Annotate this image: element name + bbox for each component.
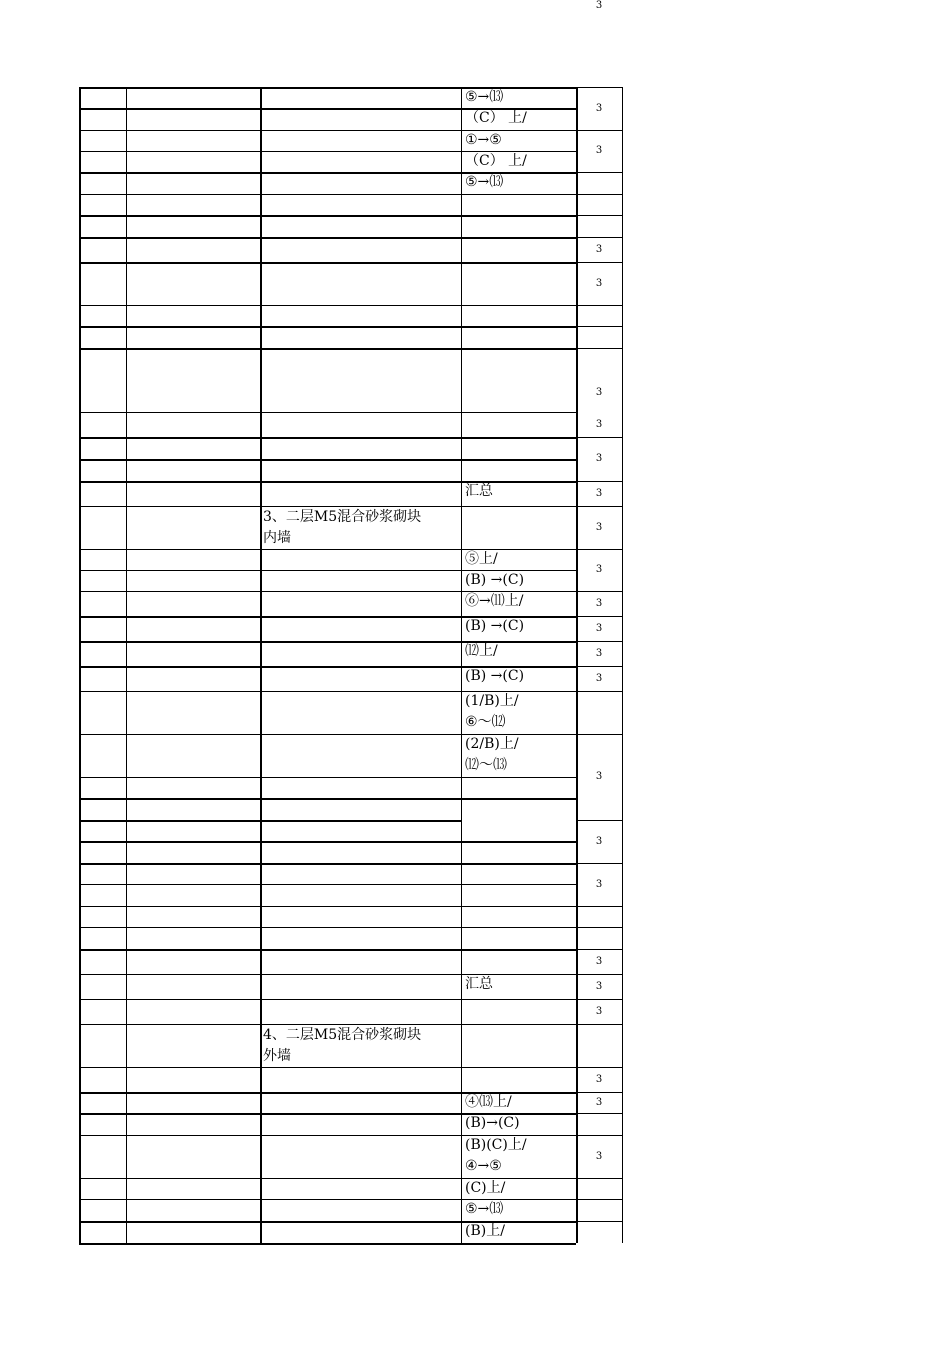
row-gridline (79, 798, 461, 800)
row-gridline (577, 666, 622, 667)
column-gridline (461, 87, 462, 1243)
row-gridline (79, 194, 461, 195)
row-gridline (79, 999, 461, 1000)
row-gridline (577, 734, 622, 735)
column-gridline (622, 87, 623, 1243)
row-gridline (577, 1113, 622, 1114)
row-gridline (79, 151, 461, 152)
quantity-cell: 3 (595, 0, 603, 11)
row-gridline (577, 591, 622, 592)
row-gridline (79, 237, 461, 239)
row-gridline (577, 906, 622, 907)
row-gridline (461, 459, 576, 461)
row-gridline (79, 666, 461, 668)
row-gridline (461, 262, 576, 264)
row-gridline (79, 172, 461, 174)
location-cell: ⑥～⑿ (465, 714, 506, 730)
row-gridline (577, 949, 622, 950)
row-gridline (79, 841, 461, 843)
row-gridline (461, 194, 576, 195)
location-cell: ⑤上/ (465, 551, 498, 567)
row-gridline (577, 130, 622, 131)
quantity-cell: 3 (595, 672, 603, 684)
row-gridline (79, 734, 461, 735)
section-title-cell: 4、二层M5混合砂浆砌块 (263, 1027, 422, 1043)
quantity-cell: 3 (595, 878, 603, 890)
location-cell: ⑿上/ (465, 643, 498, 659)
row-gridline (79, 641, 461, 643)
quantity-cell: 3 (595, 386, 603, 398)
location-cell: （C） 上/ (465, 153, 527, 169)
section-title-cell: 3、二层M5混合砂浆砌块 (263, 509, 422, 525)
row-gridline (577, 641, 622, 642)
row-gridline (461, 215, 576, 217)
row-gridline (577, 262, 622, 263)
quantity-cell: 3 (595, 835, 603, 847)
quantity-cell: 3 (595, 453, 603, 464)
row-gridline (79, 549, 461, 550)
row-gridline (79, 326, 461, 328)
row-gridline (461, 1243, 576, 1245)
row-gridline (461, 906, 576, 907)
row-gridline (461, 927, 576, 928)
quantity-cell: 3 (595, 1073, 603, 1085)
row-gridline (79, 1092, 461, 1094)
row-gridline (577, 1199, 622, 1200)
row-gridline (79, 570, 461, 571)
row-gridline (79, 1221, 461, 1223)
location-cell: (B)(C)上/ (465, 1137, 527, 1153)
row-gridline (577, 326, 622, 327)
row-gridline (79, 1067, 461, 1068)
quantity-cell: 3 (595, 955, 603, 967)
row-gridline (79, 1113, 461, 1115)
row-gridline (79, 1178, 461, 1179)
row-gridline (461, 863, 576, 865)
row-gridline (577, 863, 622, 864)
location-cell: ④→⑤ (465, 1158, 502, 1174)
location-cell: (B)→(C) (465, 1115, 520, 1131)
row-gridline (79, 348, 461, 350)
row-gridline (577, 1221, 622, 1222)
column-gridline (260, 87, 262, 1243)
row-gridline (461, 1024, 576, 1025)
location-cell: ⑤→⒀ (465, 89, 504, 105)
quantity-cell: 3 (595, 1096, 603, 1108)
quantity-cell: 3 (595, 980, 603, 992)
row-gridline (577, 1178, 622, 1179)
row-gridline (79, 459, 461, 461)
column-gridline (576, 87, 578, 1243)
row-gridline (577, 549, 622, 550)
section-title-cell: 内墙 (263, 530, 291, 546)
row-gridline (79, 777, 461, 778)
row-gridline (79, 591, 461, 592)
quantity-cell: 3 (595, 521, 603, 533)
row-gridline (79, 820, 461, 822)
quantity-cell: 3 (595, 647, 603, 659)
location-cell: ④⒀上/ (465, 1094, 512, 1110)
row-gridline (577, 1135, 622, 1136)
row-gridline (79, 215, 461, 217)
location-cell: ⑤→⒀ (465, 174, 504, 190)
quantity-cell: 3 (595, 622, 603, 634)
row-gridline (577, 1067, 622, 1068)
row-gridline (461, 305, 576, 306)
row-gridline (461, 437, 576, 439)
row-gridline (577, 820, 622, 821)
row-gridline (461, 884, 576, 885)
quantity-cell: 3 (595, 1005, 603, 1017)
column-gridline (126, 87, 127, 1243)
row-gridline (79, 108, 461, 110)
row-gridline (577, 437, 622, 438)
row-gridline (79, 1243, 461, 1245)
row-gridline (461, 348, 576, 350)
section-title-cell: 外墙 (263, 1048, 291, 1064)
row-gridline (461, 798, 576, 800)
row-gridline (461, 506, 576, 507)
row-gridline (577, 506, 622, 507)
row-gridline (79, 974, 461, 975)
row-gridline (79, 481, 461, 483)
row-gridline (79, 691, 461, 692)
location-cell: 汇总 (465, 976, 493, 992)
column-gridline (79, 87, 81, 1243)
quantity-cell: 3 (595, 418, 603, 430)
location-cell: (B) →(C) (465, 618, 525, 634)
row-gridline (79, 1135, 461, 1136)
row-gridline (79, 437, 461, 439)
location-cell: ⑥→⑾上/ (465, 593, 524, 609)
row-gridline (79, 412, 461, 413)
row-gridline (79, 906, 461, 907)
row-gridline (79, 949, 461, 951)
quantity-cell: 3 (595, 243, 603, 255)
row-gridline (79, 1199, 461, 1200)
quantity-cell: 3 (595, 145, 603, 156)
location-cell: (B) →(C) (465, 572, 525, 588)
row-gridline (577, 481, 622, 482)
location-cell: (B) →(C) (465, 668, 525, 684)
row-gridline (461, 999, 576, 1000)
quantity-cell: 3 (595, 771, 603, 782)
row-gridline (577, 87, 622, 88)
row-gridline (577, 194, 622, 195)
location-cell: ⑤→⒀ (465, 1201, 504, 1217)
row-gridline (577, 927, 622, 928)
row-gridline (461, 237, 576, 239)
row-gridline (461, 841, 576, 843)
row-gridline (79, 927, 461, 928)
row-gridline (577, 348, 622, 349)
row-gridline (79, 305, 461, 306)
row-gridline (79, 884, 461, 885)
row-gridline (577, 172, 622, 173)
row-gridline (577, 691, 622, 692)
row-gridline (461, 1067, 576, 1068)
location-cell: ⑿～⒀ (465, 757, 507, 773)
quantity-cell: 3 (595, 102, 603, 114)
row-gridline (79, 87, 461, 89)
row-gridline (461, 777, 576, 778)
location-cell: （C） 上/ (465, 110, 527, 126)
location-cell: (B)上/ (465, 1223, 505, 1239)
row-gridline (577, 999, 622, 1000)
row-gridline (577, 215, 622, 216)
row-gridline (461, 326, 576, 328)
location-cell: ①→⑤ (465, 132, 502, 148)
row-gridline (461, 412, 576, 413)
row-gridline (79, 863, 461, 865)
quantity-cell: 3 (595, 1150, 603, 1162)
row-gridline (577, 237, 622, 238)
location-cell: (C)上/ (465, 1180, 506, 1196)
quantity-cell: 3 (595, 597, 603, 609)
row-gridline (79, 616, 461, 618)
row-gridline (577, 616, 622, 617)
quantity-cell: 3 (595, 277, 603, 289)
row-gridline (577, 1024, 622, 1025)
location-cell: (2/B)上/ (465, 736, 519, 752)
row-gridline (461, 949, 576, 951)
row-gridline (577, 305, 622, 306)
quantity-cell: 3 (595, 564, 603, 575)
location-cell: 汇总 (465, 483, 493, 499)
quantity-cell: 3 (595, 487, 603, 499)
location-cell: (1/B)上/ (465, 693, 519, 709)
row-gridline (577, 974, 622, 975)
row-gridline (577, 1092, 622, 1093)
row-gridline (79, 262, 461, 264)
row-gridline (79, 130, 461, 131)
